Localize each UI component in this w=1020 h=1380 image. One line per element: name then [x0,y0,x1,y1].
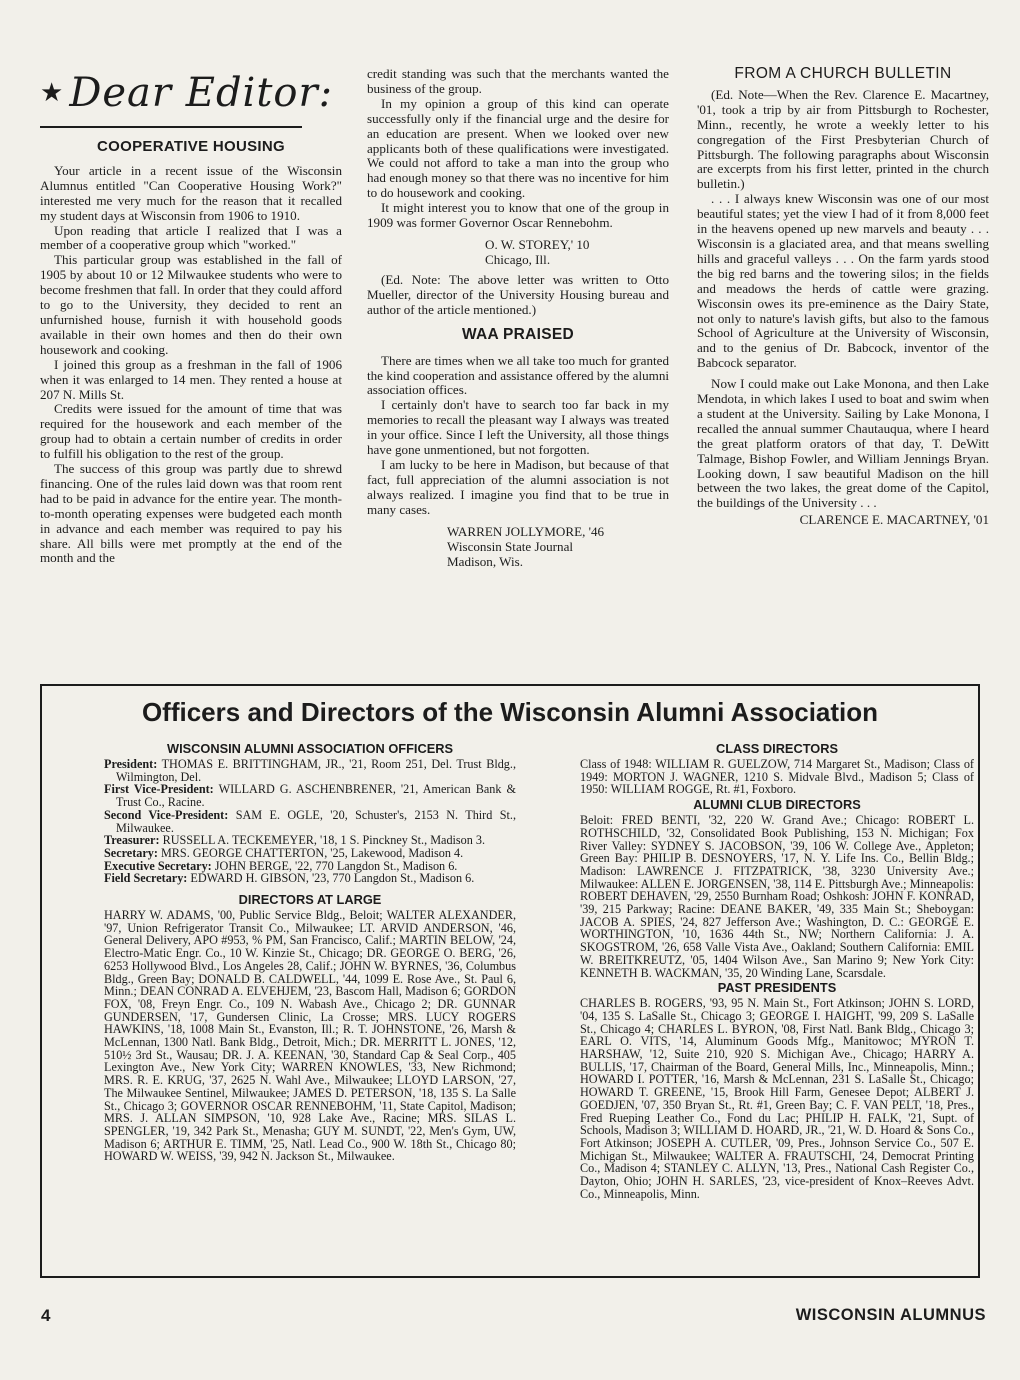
officer-role: Secretary: [104,845,158,860]
directors-at-large-list: HARRY W. ADAMS, '00, Public Service Bldg., Beloit; WALTER ALEXANDER, '97, Union Refrigerator Transit Co., Milwaukee; LT. ARVID ANDERSON, '46, General Delivery, APO #953, % PM, San Francisco, Calif.; MARTIN BELOW, '24, Electro-Matic Engr. Co., 10 W. Kinzie St., Chicago; DR. GEORGE O. BERG, '26, 6253 Hollywood Blvd., Los Angeles 28, Calif.; JOHN W. BYRNES, '36, Columbus Bldg., Green Bay; DONALD B. CALDWELL, '44, 1099 E. Rose Ave., St. Paul 6, Minn.; DEAN CONRAD A. ELVEHJEM, '23, Bascom Hall, Madison 6; GORDON FOX, '08, Freyn Engr. Co., 109 N. Wabash Ave., Chicago 2; DR. GUNNAR GUNDERSEN, '17, Gundersen Clinic, La Crosse; MRS. LUCY ROGERS HAWKINS, '18, 1008 Main St., Evanston, Ill.; R. T. JOHNSTONE, '26, Marsh & McLennan, 1300 Natl. Bank Bldg., Detroit, Mich.; DR. MERRITT L. JONES, '12, 510½ 3rd St., Wausau; DR. J. A. KEENAN, '30, Standard Cap & Seal Corp., 405 Lexington Ave., New York City; WARREN KNOWLES, '33, New Richmond; MRS. R. E. KRUG, '37, 2625 N. Wahl Ave., Milwaukee; LLOYD LARSON, '27, The Milwaukee Sentinel, Milwaukee; JAMES D. PETERSON, '18, 135 S. La Salle St., Chicago 3; GOVERNOR OSCAR RENNEBOHM, '11, State Capitol, Madison; MRS. J. ALLAN SIMPSON, '10, 928 Lake Ave., Racine; MRS. SILAS L. SPENGLER, '19, 342 Park St., Menasha; GUY M. SUNDT, '22, Men's Gym, UW, Madison 6; ARTHUR E. TIMM, '25, Natl. Lead Co., 900 W. 18th St., Chicago 80; HOWARD W. WEISS, '39, 942 N. Jackson St., Milwaukee. [104,908,516,1164]
church-paragraph: . . . I always knew Wisconsin was one of our most beautiful states; yet the view I had of it from 8,000 feet in the heavens opened up new marvels and beauty . . . Wisconsin is a glaciated area, and that means swelling hills and graceful valleys . . . On the farm yards stood the big red barns and the towering silos; in the fields and meadows the herds of cattle were grazing. Wisconsin owes its pre-eminence as the Dairy State, not only to nature's lavish gifts, but also to the famous School of Agriculture at the University of Wisconsin, and to the genius of Dr. Babcock, inventor of the Babcock separator. [697,191,989,371]
coop-paragraph-continued: credit standing was such that the merchants wanted the business of the group. [367,66,669,96]
officer-entry [104,809,516,834]
officer-entry [104,758,516,783]
officers-column-left [104,742,516,1163]
church-signature: CLARENCE E. MACARTNEY, '01 [799,512,989,528]
coop-signature [367,237,669,267]
coop-paragraph: Credits were issued for the amount of time that was required for the housework and each member of the group had to obtain a certain number of credits in order to fulfill his obligation to the rest of the group. [40,401,342,462]
officer-role: Treasurer: [104,833,160,848]
signature-place: Chicago, Ill. [485,251,551,267]
officers-directors-box [40,684,980,1278]
cooperative-housing-heading: COOPERATIVE HOUSING [97,138,285,155]
club-directors-list: Beloit: FRED BENTI, '32, 220 W. Grand Ave.; Chicago: ROBERT L. ROTHSCHILD, '32, Consolidated Book Publishing, 153 N. Michigan; Fox River Valley: SYDNEY S. JACOBSON, '39, 106 W. College Ave., Appleton; Green Bay: PHILIP B. DESNOYERS, '17, N. Y. Life Ins. Co., Bellin Bldg.; Madison: LAWRENCE J. FITZPATRICK, '38, 3230 University Ave.; Milwaukee: ALLEN E. JORGENSEN, '38, 114 E. Pittsburgh Ave.; Minneapolis: ROBERT DEHAVEN, '29, 2550 Burnham Road; Oshkosh: JOHN F. KONRAD, '39, 215 Parkway; Racine: DEANE BAKER, '49, 335 Main St.; Sheboygan: JACOB A. SPIES, '24, 827 Jefferson Ave.; Washington, D. C.: GEORGE E. WORTHINGTON, '10, 1636 44th St., NW; Northern California: J. A. SKOGSTROM, '26, 658 Valle Vista Ave., Oakland; Southern California: EMIL W. BREITKREUTZ, '05, 1404 Wilson Ave., San Marino 9; New York City: KENNETH B. WACKMAN, '35, 20 Winding Lane, Scarsdale. [580,813,974,980]
waa-praised-heading: WAA PRAISED [461,325,575,343]
waa-paragraph: I certainly don't have to search too far back in my memories to recall the pleasant way I always was treated in your office. Since I left the University, all those things have gone unmentioned, but not forgotten. [367,397,669,458]
officer-entry [104,783,516,808]
coop-paragraph: The success of this group was partly due to shrewd financing. One of the rules laid down was that room rent had to be paid in advance for the entire year. The month-to-month operating expenses were budgeted each month in advance and each member was required to pay his share. All bills were met promptly at the end of the month and the [40,461,342,566]
officer-text: EDWARD H. GIBSON, '23, 770 Langdon St., Madison 6. [190,871,475,886]
letters-column-middle [367,67,669,569]
officer-text: JOHN BERGE, '22, 770 Langdon St., Madison 6. [214,858,458,873]
signature-org: Wisconsin State Journal [447,538,574,554]
past-presidents-list: CHARLES B. ROGERS, '93, 95 N. Main St., Fort Atkinson; JOHN S. LORD, '04, 135 S. LaSalle St., Chicago 3; GEORGE I. HAIGHT, '99, 209 S. LaSalle St., Chicago 4; CHARLES L. BYRON, '08, First Natl. Bank Bldg., Chicago 3; EARL O. VITS, '14, Aluminum Goods Mfg., Manitowoc; MYRON T. HARSHAW, '12, Suite 210, 920 S. Michigan Ave., Chicago; HARRY A. BULLIS, '17, Chairman of the Board, General Mills, Inc., Minneapolis, Minn.; HOWARD I. POTTER, '16, Marsh & McLennan, 231 S. LaSalle St., Chicago; HOWARD T. GREENE, '15, Brook Hill Farm, Genesee Depot; ALBERT J. GOEDJEN, '07, 350 Bryan St., Rt. #1, Green Bay; C. F. VAN PELT, '18, Pres., Fred Rueping Leather Co., Fond du Lac; PHILIP H. FALK, '21, Supt. of Schools, Madison 3; WILLIAM D. HOARD, JR., '21, W. D. Hoard & Sons Co., Fort Atkinson; JOSEPH A. CUTLER, '09, Pres., Johnson Service Co., 507 E. Michigan St., Milwaukee; WALTER A. FRAUTSCHI, '24, Democrat Printing Co., Madison 4; STANLEY C. ALLYN, '13, Pres., National Cash Register Co., Dayton, Ohio; JOHN H. SARLES, '23, vice-president of Knox–Reeves Advt. Co., Minneapolis, Minn. [580,996,974,1201]
waa-signature [367,524,669,569]
editor-note: (Ed. Note: The above letter was written to Otto Mueller, director of the University Housing bureau and author of the article mentioned.) [367,271,669,317]
past-presidents-heading: PAST PRESIDENTS [717,980,837,996]
officers-heading: WISCONSIN ALUMNI ASSOCIATION OFFICERS [166,741,454,756]
coop-paragraph: This particular group was established in the fall of 1905 by about 10 or 12 Milwaukee students who were to become freshmen that fall. In order that they could afford to go to the University, they decided to rent an unfurnished house, furnish it with household goods available in their own homes and then do their own housework and cooking. [40,252,342,357]
officer-role: First Vice-President: [104,782,214,797]
church-bulletin-heading: FROM A CHURCH BULLETIN [734,65,952,82]
officer-text: RUSSELL A. TECKEMEYER, '18, 1 S. Pinckney St., Madison 3. [162,833,486,848]
church-paragraph: (Ed. Note—When the Rev. Clarence E. Macartney, '01, took a trip by air from Pittsburgh to Rochester, Minn., recently, he wrote a weekly letter to his congregation of the First Presbyterian Church of Pittsburgh. The following paragraphs about Wisconsin are excerpts from his first letter, printed in the church bulletin.) [697,86,989,192]
coop-paragraph-continued: In my opinion a group of this kind can operate successfully only if the financial urge and the desire for an education are present. When we looked over new applicants both of these qualifications were investigated. We could not afford to take a man into the group who had enough money so that there was no incentive for him to do housework and cooking. [367,95,669,201]
signature-name: O. W. STOREY,' 10 [485,236,590,252]
waa-paragraph: There are times when we all take too much for granted the kind cooperation and assistance offered by the alumni association offices. [367,352,669,398]
coop-paragraph: I joined this group as a freshman in the fall of 1906 when it was enlarged to 14 men. They rented a house at 207 N. Mills St. [40,356,342,402]
star-icon: ★ [40,78,64,107]
letters-column-right [697,67,989,528]
dear-editor-title: Dear Editor: [69,70,334,116]
officer-role: Executive Secretary: [104,858,212,873]
signature-name: WARREN JOLLYMORE, '46 [447,523,605,539]
class-directors-heading: CLASS DIRECTORS [715,741,839,756]
coop-paragraph: Upon reading that article I realized that I was a member of a cooperative group which "worked." [40,222,342,253]
officer-text: WILLARD G. ASCHENBRENER, '21, American Bank & Trust Co., Racine. [116,782,517,810]
signature-place: Madison, Wis. [447,553,523,569]
officers-column-right [580,742,974,1201]
officer-entry [104,872,516,885]
officer-text: MRS. GEORGE CHATTERTON, '25, Lakewood, Madison 4. [160,845,464,860]
club-directors-heading: ALUMNI CLUB DIRECTORS [693,797,861,813]
heading-rule [40,126,302,128]
officer-role: President: [104,757,158,771]
page-number: 4 [41,1306,51,1325]
coop-paragraph: Your article in a recent issue of the Wisconsin Alumnus entitled "Can Cooperative Housing Work?" interested me very much for the reason that it recalled my student days at Wisconsin from 1906 to 1910. [40,162,342,223]
officer-text: SAM E. OGLE, '20, Schuster's, 2153 N. Third St., Milwaukee. [116,807,516,835]
magazine-title: WISCONSIN ALUMNUS [795,1306,986,1324]
letters-column-left [40,62,342,566]
church-paragraph: Now I could make out Lake Monona, and then Lake Mendota, in which lakes I used to boat and swim when a student at the University. Sailing by Lake Monona, I recalled the annual summer Chautauqua, where I heard the great platform orators of that day, T. DeWitt Talmage, Bishop Fowler, and William Jennings Bryan. Looking down, I saw beautiful Madison on the hill between the two lakes, the great dome of the Capitol, the buildings of the University . . . [697,376,989,511]
waa-paragraph: I am lucky to be here in Madison, but because of that fact, full appreciation of the alumni association is not always realized. I imagine you find that to be true in many cases. [367,456,669,517]
class-directors-list: Class of 1948: WILLIAM R. GUELZOW, 714 Margaret St., Madison; Class of 1949: MORTON J. WAGNER, 1210 S. Midvale Blvd., Madison 5; Class of 1950: WILLIAM ROGGE, Rt. #1, Foxboro. [580,757,974,797]
directors-at-large-heading: DIRECTORS AT LARGE [238,892,382,908]
coop-paragraph-continued: It might interest you to know that one of the group in 1909 was former Governor Oscar Rennebohm. [367,200,669,231]
officer-role: Second Vice-President: [104,807,229,822]
officer-text: THOMAS E. BRITTINGHAM, JR., '21, Room 251, Del. Trust Bldg., Wilmington, Del. [116,757,516,784]
officers-box-title: Officers and Directors of the Wisconsin Alumni Association [141,697,879,727]
dear-editor-heading [40,62,342,124]
officer-role: Field Secretary: [104,871,188,886]
